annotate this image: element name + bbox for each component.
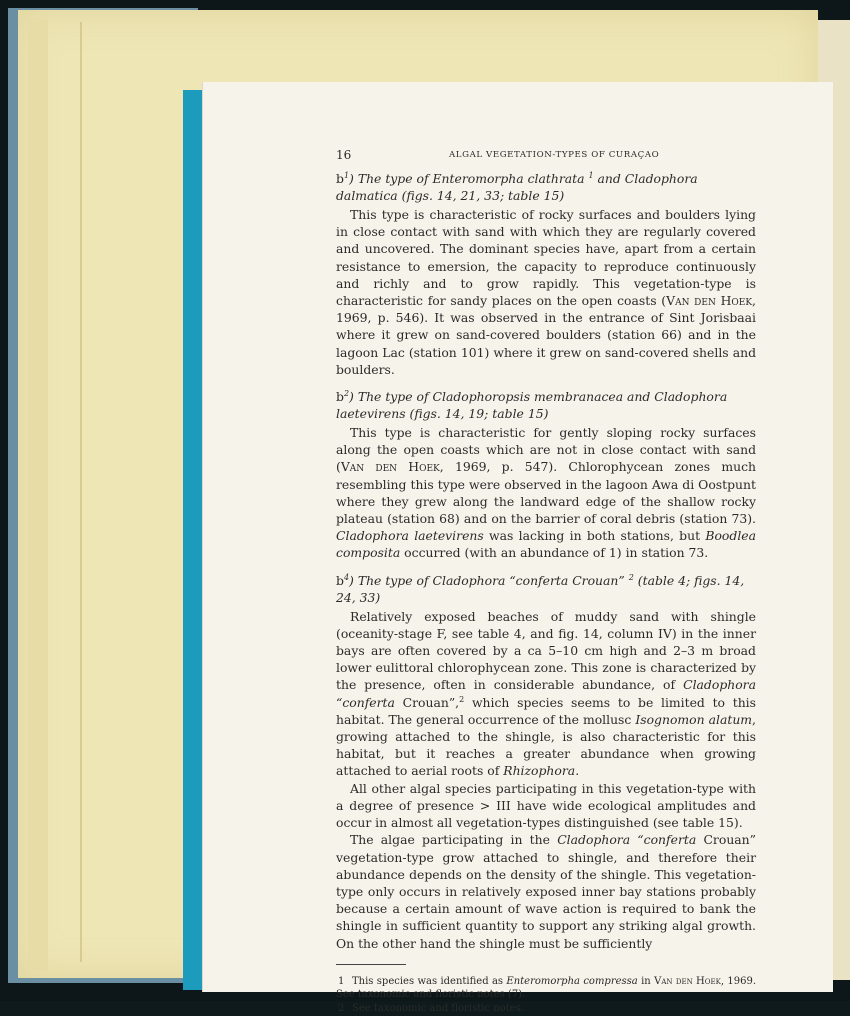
page-fold: [28, 20, 48, 970]
paragraph: Relatively exposed beaches of muddy sand with shingle (oceanity-stage F, see table 4, and fig. 14, column IV) in the inner bays are often covered by a ca 5–10 cm high and 2–3 m broad lower eulittoral chlorophycean zone. This zone is characterized by the presence, often in considerable abundance, of Cladophora “conferta Crouan”,$^2$ which species seems to be limited to this habitat. The general occurrence of the mollusc Isognomon alatum, growing attached to the shingle, is also characteristic for this habitat, but it reaches a greater abundance when growing attached to aerial roots of Rhizophora.: [336, 608, 756, 779]
paragraph: The algae participating in the Cladophora “conferta Crouan” vegetation-type grow attached to shingle, and therefore their abundance depends on the density of the shingle. This vegetation-type only occurs in relatively exposed inner bay stations probably because a certain amount of wave action is required to bank the shingle in sufficient quantity to support any striking algal growth. On the other hand the shingle must be sufficiently: [336, 832, 756, 951]
footnote: 1 This species was identified as Enteromorpha compressa in Van den Hoek, 1969. See taxonomic and floristic notes (7).: [336, 975, 756, 1001]
paragraph: This type is characteristic for gently sloping rocky surfaces along the open coasts which are not in close contact with sand (Van den Hoek, 1969, p. 547). Chlorophycean zones much resembling this type were observed in the lagoon Awa di Oostpunt where they grew along the landward edge of the shallow rocky plateau (station 68) and on the barrier of coral debris (station 73). Cladophora laetevirens was lacking in both stations, but Boodlea composita occurred (with an abundance of 1) in station 73.: [336, 425, 756, 561]
section-heading: $b^4$) The type of Cladophora “conferta Crouan” $^2$ (table 4; figs. 14, 24, 33): [336, 572, 745, 605]
document-page: [203, 82, 833, 1014]
cover-edge: [183, 90, 205, 990]
section-heading: $b^1$) The type of Enteromorpha clathrata $^1$ and Cladophora dalmatica (figs. 14, 21, 33; table 15): [336, 170, 698, 203]
page-number: 16: [336, 148, 352, 162]
footnote-divider: [336, 964, 406, 965]
page-fold-line: [80, 22, 82, 962]
section-heading: $b^2$) The type of Cladophoropsis membranacea and Cladophora laetevirens (figs. 14, 19; table 15): [336, 388, 728, 422]
running-title: ALGAL VEGETATION-TYPES OF CURAÇAO: [449, 150, 660, 160]
paragraph: All other algal species participating in this vegetation-type with a degree of presence > III have wide ecological amplitudes and occur in almost all vegetation-types distinguished (see table 15).: [336, 780, 756, 831]
paragraph: This type is characteristic of rocky surfaces and boulders lying in close contact with sand with which they are regularly covered and uncovered. The dominant species have, apart from a certain resistance to emersion, the capacity to reproduce continuously and richly and to grow rapidly. This vegetation-type is characteristic for sandy places on the open coasts (Van den Hoek, 1969, p. 546). It was observed in the entrance of Sint Jorisbaai where it grew on sand-covered boulders (station 66) and in the lagoon Lac (station 101) where it grew on sand-covered shells and boulders.: [336, 207, 756, 377]
section-b2: [336, 388, 756, 562]
section-b1: [336, 170, 756, 378]
section-b4: [336, 572, 756, 952]
page-content: [336, 148, 756, 1016]
page-header: [336, 148, 756, 168]
footnotes: [336, 975, 756, 1016]
footnote: 2 See taxonomic and floristic notes.: [338, 1002, 524, 1014]
